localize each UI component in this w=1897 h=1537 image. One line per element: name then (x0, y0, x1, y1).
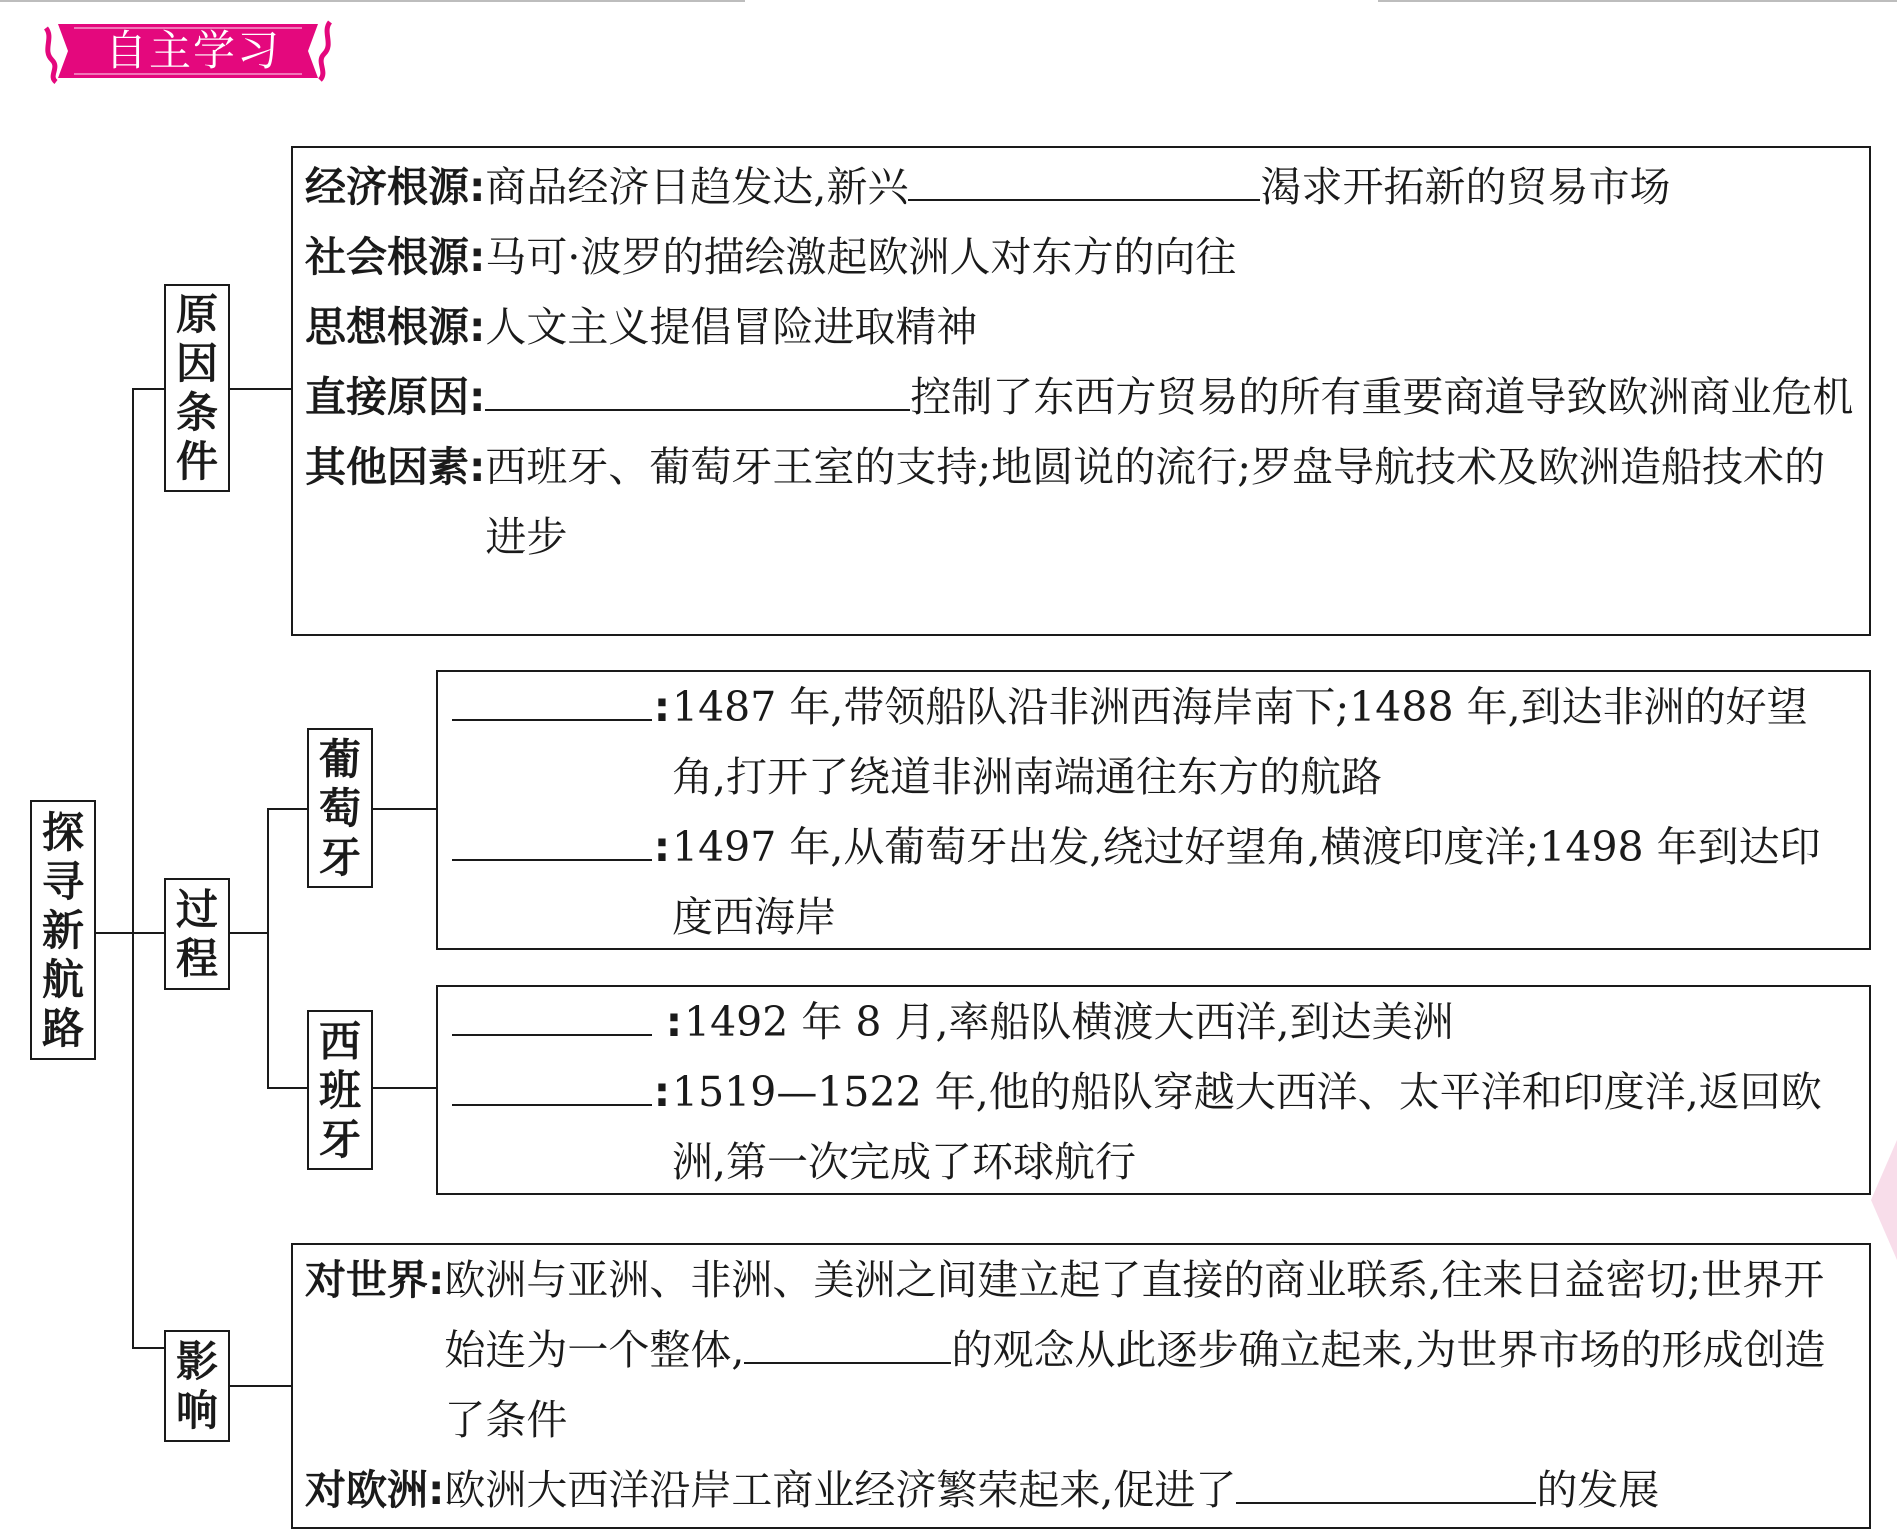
connector-causes (132, 388, 164, 390)
connector-process-trunk (267, 808, 269, 1088)
spain-item-2 (452, 1057, 1855, 1197)
direct-text (485, 362, 1857, 432)
blank-field[interactable] (452, 1070, 652, 1106)
spain-box (436, 985, 1871, 1195)
node-char: 新 (41, 905, 84, 955)
explorer-blank (452, 812, 652, 882)
node-char: 班 (318, 1065, 361, 1115)
economic-after: 渴求开拓新的贸易市场 (1260, 163, 1671, 211)
section-banner (40, 18, 336, 84)
root-node (30, 800, 96, 1060)
portugal-item-2 (452, 812, 1855, 952)
impact-world (305, 1245, 1857, 1455)
portugal-box (436, 670, 1871, 950)
explorer-blank (452, 672, 652, 742)
item-colon: : (665, 998, 683, 1046)
label-other: 其他因素: (305, 443, 486, 491)
label-europe: 对欧洲: (305, 1466, 445, 1514)
social-text: 马可·波罗的描绘激起欧洲人对东方的向往 (485, 233, 1237, 281)
label-social: 社会根源: (305, 233, 486, 281)
spain-item-2-text: 1519—1522 年,他的船队穿越大西洋、太平洋和印度洋,返回欧洲,第一次完成了环球航行 (672, 1068, 1822, 1186)
connector-portugal-box (373, 808, 436, 810)
portugal-item-1-text: 1487 年,带领船队沿非洲西海岸南下;1488 年,到达非洲的好望角,打开了绕道非洲南端通往东方的航路 (672, 683, 1808, 801)
explorer-blank (452, 987, 664, 1057)
label-direct: 直接原因: (305, 373, 486, 421)
node-char: 因 (175, 339, 218, 388)
connector-spain (267, 1087, 307, 1089)
portugal-item-2-text: 1497 年,从葡萄牙出发,绕过好望角,横渡印度洋;1498 年到达印度西海岸 (672, 823, 1821, 941)
label-world: 对世界: (305, 1256, 445, 1304)
node-char: 航 (41, 954, 84, 1004)
cause-economic (305, 152, 1857, 222)
world-before: 欧洲与亚洲、非洲、美洲之间建立起了直接的商业联系,往来日益密切;世界开始连为一个整体, (444, 1256, 1825, 1374)
europe-text (444, 1455, 1857, 1525)
node-char: 牙 (318, 1114, 361, 1164)
node-char: 响 (175, 1386, 218, 1435)
portugal-item-1 (452, 672, 1855, 812)
connector-impact (132, 1347, 164, 1349)
banner-title: 自主学习 (104, 26, 281, 75)
connector-root (96, 932, 164, 934)
connector-process (230, 932, 269, 934)
label-economic: 经济根源: (305, 163, 486, 211)
impact-europe (305, 1455, 1857, 1525)
cause-other (305, 432, 1857, 572)
node-char: 条 (175, 388, 218, 437)
branch-causes-node (164, 284, 230, 492)
country-spain-node (307, 1010, 373, 1170)
world-after: 的观念从此逐步确立起来,为世界市场的形成创造了条件 (444, 1326, 1826, 1444)
cause-direct (305, 362, 1857, 432)
blank-field[interactable] (744, 1328, 951, 1364)
causes-box (291, 146, 1871, 636)
decorative-corner-shape (1861, 1140, 1897, 1260)
node-char: 探 (41, 807, 84, 857)
spain-item-1-text: 1492 年 8 月,率船队横渡大西洋,到达美洲 (684, 998, 1454, 1046)
explorer-blank (452, 1057, 652, 1127)
branch-process-node (164, 878, 230, 990)
blank-field[interactable] (452, 825, 652, 861)
other-text: 西班牙、葡萄牙王室的支持;地圆说的流行;罗盘导航技术及欧洲造船技术的进步 (485, 443, 1826, 561)
branch-impact-node (164, 1330, 230, 1442)
node-char: 萄 (318, 783, 361, 833)
blank-field[interactable] (485, 375, 910, 411)
node-char: 件 (175, 437, 218, 486)
top-rule-left (0, 0, 745, 2)
impact-box (291, 1243, 1871, 1529)
item-colon: : (653, 1068, 671, 1116)
connector-trunk (132, 388, 134, 1348)
blank-field[interactable] (908, 165, 1260, 201)
cause-social (305, 222, 1857, 292)
connector-causes-box (230, 388, 291, 390)
spain-item-1 (452, 987, 1855, 1057)
economic-text (485, 152, 1857, 222)
node-char: 西 (318, 1016, 361, 1066)
node-char: 牙 (318, 832, 361, 882)
label-ideological: 思想根源: (305, 303, 486, 351)
blank-field[interactable] (1236, 1468, 1536, 1504)
node-char: 葡 (318, 734, 361, 784)
item-colon: : (653, 683, 671, 731)
node-char: 原 (175, 290, 218, 339)
node-char: 影 (175, 1337, 218, 1386)
blank-field[interactable] (452, 685, 652, 721)
cause-ideological (305, 292, 1857, 362)
world-text (444, 1245, 1857, 1455)
node-char: 路 (41, 1003, 84, 1053)
connector-spain-box (373, 1087, 436, 1089)
economic-before: 商品经济日趋发达,新兴 (485, 163, 909, 211)
connector-portugal (267, 808, 307, 810)
node-char: 寻 (41, 856, 84, 906)
country-portugal-node (307, 728, 373, 888)
node-char: 过 (175, 885, 218, 934)
europe-after: 的发展 (1536, 1466, 1660, 1514)
blank-field[interactable] (452, 1000, 652, 1036)
direct-after: 控制了东西方贸易的所有重要商道导致欧洲商业危机 (910, 373, 1854, 421)
node-char: 程 (175, 934, 218, 983)
ideological-text: 人文主义提倡冒险进取精神 (485, 303, 978, 351)
top-rule-right (1378, 0, 1897, 2)
connector-impact-box (230, 1385, 291, 1387)
item-colon: : (653, 823, 671, 871)
europe-before: 欧洲大西洋沿岸工商业经济繁荣起来,促进了 (444, 1466, 1237, 1514)
